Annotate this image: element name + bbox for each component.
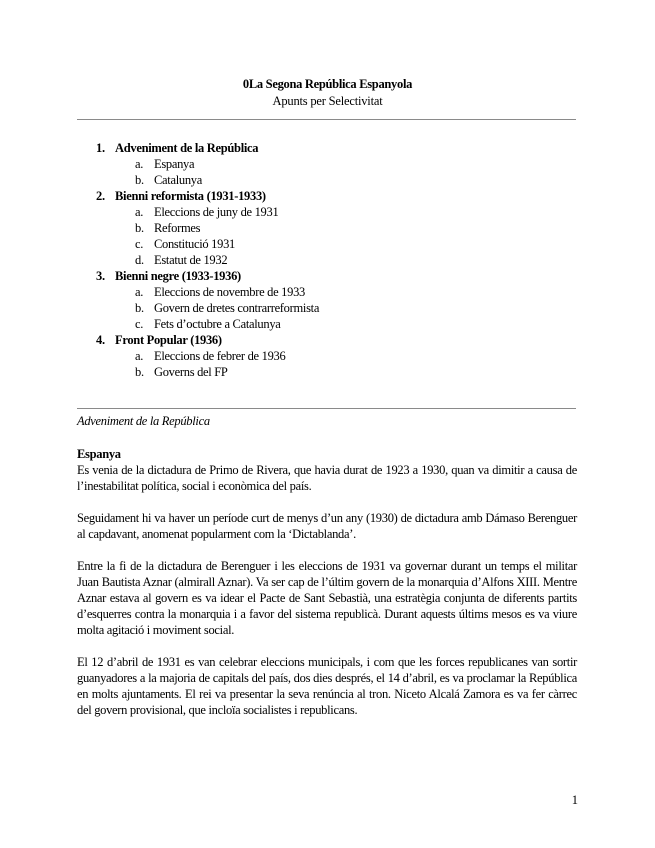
toc-subitem-letter: d. <box>135 253 144 267</box>
toc-subitem <box>0 220 655 236</box>
header-divider <box>77 119 576 120</box>
table-of-contents <box>0 140 655 380</box>
toc-subitem-letter: b. <box>135 301 144 315</box>
toc-item-number: 3. <box>96 269 105 283</box>
section-body <box>77 446 577 734</box>
toc-subitem-label: Fets d’octubre a Catalunya <box>154 317 281 331</box>
toc-subitem <box>0 172 655 188</box>
toc-subitem-letter: c. <box>135 317 144 331</box>
toc-subitem <box>0 348 655 364</box>
toc-subitem-letter: a. <box>135 285 144 299</box>
toc-subitem <box>0 156 655 172</box>
toc-subitem-label: Reformes <box>154 221 201 235</box>
toc-item <box>0 140 655 156</box>
toc-item-number: 1. <box>96 141 105 155</box>
paragraph-line: El 12 d’abril de 1931 es van celebrar eleccions municipals, i com que les forces republicanes van sortir <box>77 655 577 669</box>
paragraph-line: del govern provisional, que incloïa socialistes i republicans. <box>77 703 358 717</box>
body-paragraph <box>77 510 577 542</box>
section-title: Adveniment de la República <box>77 414 210 428</box>
toc-subitem <box>0 236 655 252</box>
paragraph-line: Aznar estava al govern es va idear el Pacte de Sant Sebastià, una estratègia conjunta de diferents partits <box>77 591 577 605</box>
body-paragraph <box>77 558 577 638</box>
toc-subitem-label: Catalunya <box>154 173 202 187</box>
toc-subitem-letter: a. <box>135 205 144 219</box>
toc-subitem <box>0 204 655 220</box>
toc-subitem <box>0 300 655 316</box>
toc-subitem-label: Govern de dretes contrarreformista <box>154 301 320 315</box>
toc-item <box>0 332 655 348</box>
toc-item-number: 2. <box>96 189 105 203</box>
toc-subitem-label: Eleccions de juny de 1931 <box>154 205 279 219</box>
page-number: 1 <box>571 793 578 807</box>
toc-item-label: Front Popular (1936) <box>115 333 222 347</box>
toc-subitem-letter: b. <box>135 365 144 379</box>
body-paragraph <box>77 654 577 718</box>
document-title: 0La Segona República Espanyola <box>242 77 413 91</box>
toc-item <box>0 188 655 204</box>
toc-subitem <box>0 364 655 380</box>
document-subtitle: Apunts per Selectivitat <box>272 94 383 108</box>
toc-item-label: Bienni reformista (1931-1933) <box>115 189 266 203</box>
toc-subitem-letter: c. <box>135 237 144 251</box>
paragraph-line: molta agitació i moviment social. <box>77 623 235 637</box>
paragraph-line: d’esquerres contra la monarquia i a favor del sistema republicà. Durant aquests últims mesos es va viure <box>77 607 577 621</box>
paragraph-line: Es venia de la dictadura de Primo de Rivera, que havia durat de 1923 a 1930, quan va dimitir a causa de <box>77 463 577 477</box>
toc-item <box>0 268 655 284</box>
toc-item-label: Adveniment de la República <box>115 141 259 155</box>
paragraph-line: guanyadores a la majoria de capitals del país, dos dies després, el 14 d’abril, es va proclamar la República <box>77 671 577 685</box>
paragraph-line: l’inestabilitat política, social i econòmica del país. <box>77 479 312 493</box>
toc-subitem-label: Governs del FP <box>154 365 228 379</box>
toc-subitem <box>0 284 655 300</box>
toc-subitem-letter: a. <box>135 157 144 171</box>
toc-subitem-letter: b. <box>135 221 144 235</box>
paragraph-line: Entre la fi de la dictadura de Berenguer i les eleccions de 1931 va governar durant un temps el militar <box>77 559 577 573</box>
section-divider <box>77 408 576 409</box>
toc-subitem <box>0 316 655 332</box>
paragraph-line: Seguidament hi va haver un període curt de menys d’un any (1930) de dictadura amb Dámaso Berenguer <box>77 511 577 525</box>
toc-subitem-label: Espanya <box>154 157 195 171</box>
toc-subitem-letter: a. <box>135 349 144 363</box>
toc-subitem-label: Eleccions de febrer de 1936 <box>154 349 286 363</box>
paragraph-line: al capdavant, anomenat popularment com la ‘Dictablanda’. <box>77 527 356 541</box>
paragraph-line: Juan Bautista Aznar (almirall Aznar). Va ser cap de l’últim govern de la monarquia d’Alfons XIII. Mentre <box>77 575 577 589</box>
toc-subitem-label: Eleccions de novembre de 1933 <box>154 285 305 299</box>
paragraph-line: en molts ajuntaments. El rei va presentar la seva renúncia al tron. Niceto Alcalá Zamora es va fer càrrec <box>77 687 577 701</box>
toc-subitem-label: Estatut de 1932 <box>154 253 228 267</box>
toc-subitem-label: Constitució 1931 <box>154 237 235 251</box>
toc-subitem <box>0 252 655 268</box>
toc-item-number: 4. <box>96 333 105 347</box>
body-paragraph <box>77 462 577 494</box>
toc-item-label: Bienni negre (1933-1936) <box>115 269 241 283</box>
subsection-heading: Espanya <box>77 447 121 461</box>
toc-subitem-letter: b. <box>135 173 144 187</box>
